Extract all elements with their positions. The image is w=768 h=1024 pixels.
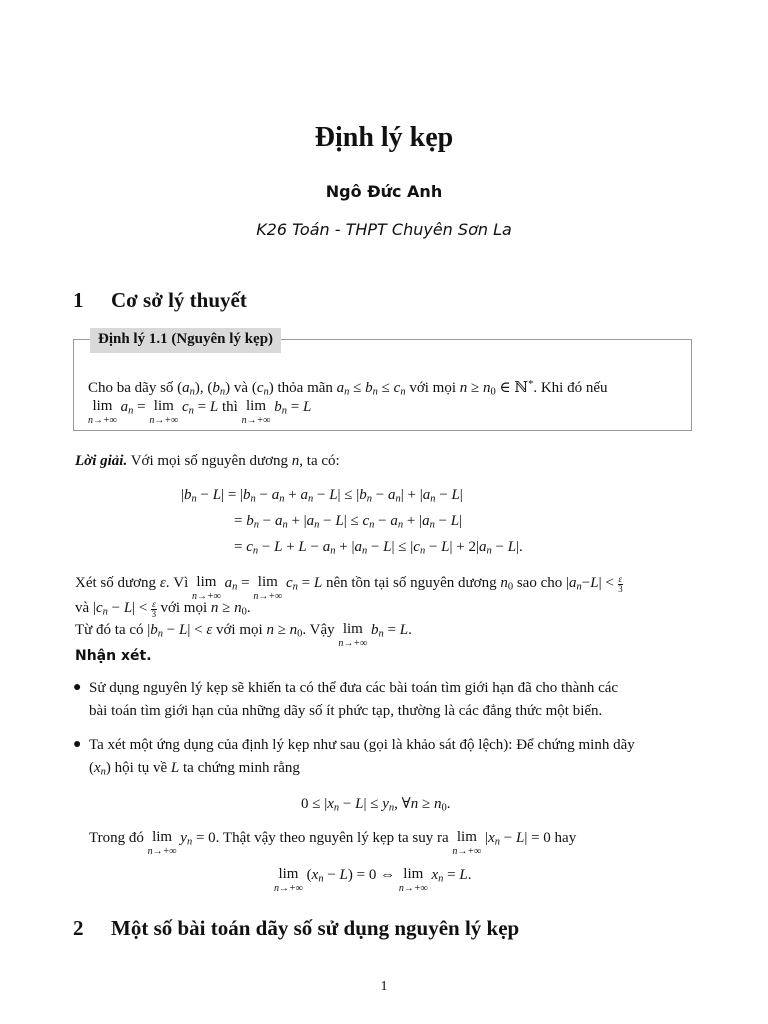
remark-bullet-line: $(x_n)$ hội tụ về L ta chứng minh rằng — [89, 760, 300, 778]
equation-line: $0 \le |x_n - L| \le y_n$, ∀n ≥ $n_0$. — [301, 796, 451, 814]
remark-bullet-line: bài toán tìm giới hạn của những dãy số ít phức tạp, thường là các đẳng thức một biến. — [89, 703, 603, 719]
theorem-label: Định lý 1.1 (Nguyên lý kẹp) — [90, 328, 281, 353]
theorem-box — [73, 331, 692, 431]
equation-line: $|b_n - L| = |b_n - a_n + a_n - L| \le |b_n - a_n| + |a_n - L|$ — [181, 487, 463, 505]
section-number: 1 — [73, 288, 84, 312]
page-number: 1 — [380, 979, 388, 994]
remark-bullet-line: Ta xét một ứng dụng của định lý kẹp như sau (gọi là khảo sát độ lệch): Để chứng minh dãy — [89, 737, 635, 753]
section-heading-1 — [73, 288, 673, 316]
theorem-statement-line: Cho ba dãy số $(a_n)$, $(b_n)$ và $(c_n)$ thỏa mãn $a_n \le b_n \le c_n$ với mọi $n \ge n_0$ ∈ ℕ*. Khi đó nếu — [88, 378, 608, 398]
solution-paragraph: Xét số dương ε. Vì lim n→+∞ $a_n$ = lim n→+∞ $c_n = L$ nên tồn tại số nguyên dương $n_0$ sao cho $|a_n-L|$ < $\frac{\varepsilon}{3}$ — [75, 574, 623, 602]
remark-paragraph: Trong đó lim n→+∞ $y_n = 0$. Thật vậy theo nguyên lý kẹp ta suy ra lim n→+∞ $|x_n - L| = 0$ hay — [89, 829, 577, 857]
bullet-icon: ● — [73, 737, 82, 752]
author-name: Ngô Đức Anh — [325, 182, 443, 201]
author-affiliation: K26 Toán - THPT Chuyên Sơn La — [256, 220, 512, 239]
theorem-statement-line: lim n→+∞ $a_n$ = lim n→+∞ $c_n = L$ thì lim n→+∞ $b_n = L$ — [88, 398, 312, 426]
section-number: 2 — [73, 916, 84, 940]
remark-bullet-line: Sử dụng nguyên lý kẹp sẽ khiến ta có thể đưa các bài toán tìm giới hạn đã cho thành các — [89, 680, 619, 696]
remark-label: Nhận xét. — [75, 648, 152, 664]
solution-conclusion: Từ đó ta có $|b_n - L| < \varepsilon$ với mọi $n \ge n_0$. Vậy lim n→+∞ $b_n = L$. — [75, 621, 412, 649]
equation-line: = $c_n - L + L - a_n + |a_n - L| \le |c_n - L| + 2|a_n - L|$. — [234, 539, 523, 557]
solution-label: Lời giải. — [75, 453, 128, 469]
page-title: Định lý kẹp — [314, 122, 454, 153]
equation-line: lim n→+∞ $(x_n - L) = 0$ ⇔ lim n→+∞ $x_n = L$. — [274, 866, 472, 894]
section-heading-2 — [73, 916, 713, 944]
section-title: Một số bài toán dãy số sử dụng nguyên lý kẹp — [111, 916, 520, 940]
solution-intro: Lời giải. Với mọi số nguyên dương n, ta có: — [75, 453, 340, 469]
equation-line: = $b_n - a_n + |a_n - L| \le c_n - a_n + |a_n - L|$ — [234, 513, 463, 531]
solution-paragraph: và $|c_n - L|$ < $\frac{\varepsilon}{3}$ với mọi $n \ge n_0$. — [75, 599, 251, 619]
section-title: Cơ sở lý thuyết — [111, 288, 247, 312]
bullet-icon: ● — [73, 680, 82, 695]
